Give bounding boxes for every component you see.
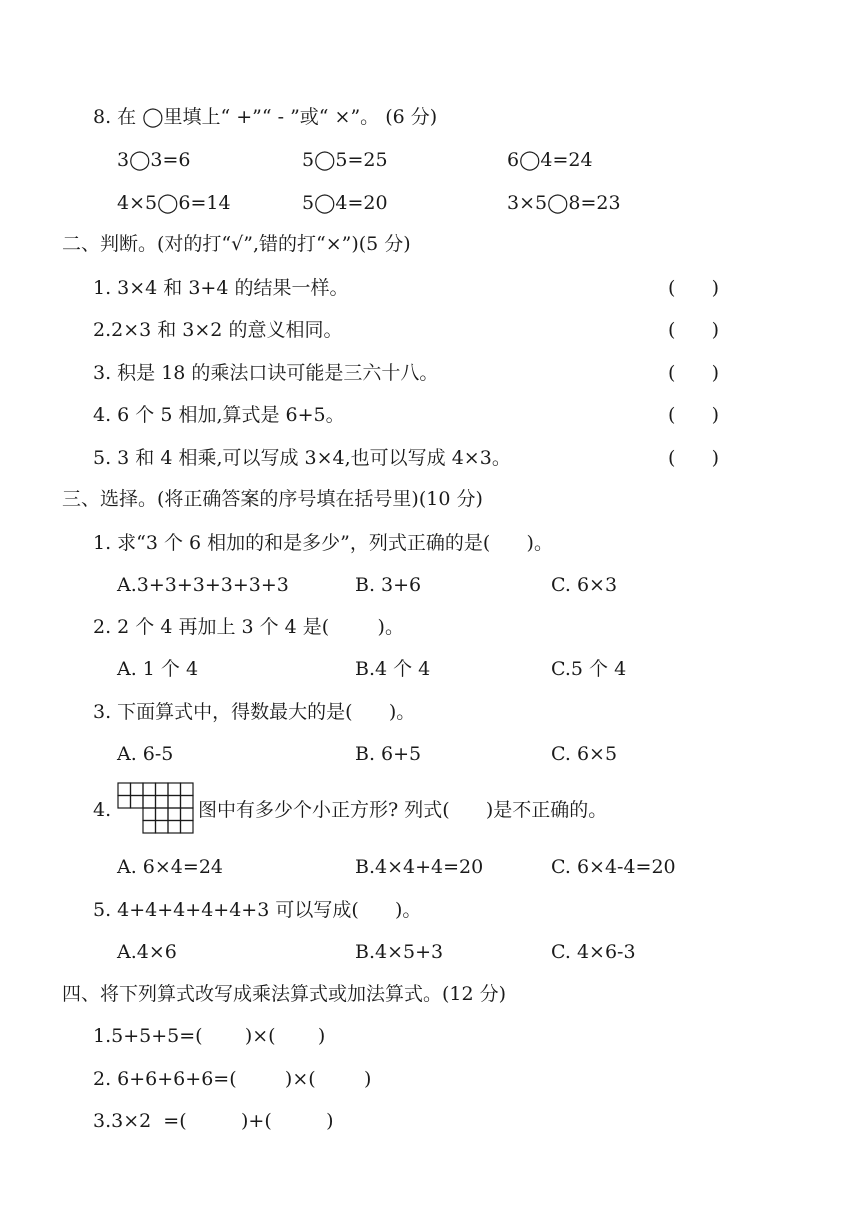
choice-option[interactable]: C.5 个 4 [551, 658, 627, 680]
choice-question: 图中有多少个小正方形? 列式( )是不正确的。 [198, 799, 608, 821]
choice-option[interactable]: B.4×5+3 [355, 941, 444, 963]
answer-blank[interactable]: ( ) [668, 447, 720, 469]
section3-title: 三、选择。(将正确答案的序号填在括号里)(10 分) [62, 488, 483, 510]
q8-item: 5◯5=25 [302, 149, 388, 171]
rewrite-item[interactable]: 3.3×2 =( )+( ) [93, 1110, 334, 1132]
choice-option[interactable]: C. 6×5 [551, 743, 618, 765]
choice-option[interactable]: A.3+3+3+3+3+3 [117, 574, 289, 596]
choice-option[interactable]: C. 6×4-4=20 [551, 856, 676, 878]
answer-blank[interactable]: ( ) [668, 319, 720, 341]
choice-question: 1. 求“3 个 6 相加的和是多少”，列式正确的是( )。 [93, 532, 553, 554]
choice-option[interactable]: C. 6×3 [551, 574, 618, 596]
choice-option[interactable]: B. 3+6 [355, 574, 422, 596]
answer-blank[interactable]: ( ) [668, 404, 720, 426]
rewrite-item[interactable]: 1.5+5+5=( )×( ) [93, 1025, 326, 1047]
rewrite-item[interactable]: 2. 6+6+6+6=( )×( ) [93, 1068, 372, 1090]
choice-question: 2. 2 个 4 再加上 3 个 4 是( )。 [93, 616, 404, 638]
q8-item: 3×5◯8=23 [507, 192, 621, 214]
answer-blank[interactable]: ( ) [668, 277, 720, 299]
choice-option[interactable]: B.4×4+4=20 [355, 856, 484, 878]
section4-title: 四、将下列算式改写成乘法算式或加法算式。(12 分) [62, 983, 507, 1005]
judge-item: 3. 积是 18 的乘法口诀可能是三六十八。 [93, 362, 439, 384]
q8-item: 4×5◯6=14 [117, 192, 231, 214]
judge-item: 1. 3×4 和 3+4 的结果一样。 [93, 277, 349, 299]
choice-option[interactable]: A. 6-5 [117, 743, 174, 765]
q8-item: 5◯4=20 [302, 192, 388, 214]
choice-question: 5. 4+4+4+4+4+3 可以写成( )。 [93, 899, 422, 921]
q8-title: 8. 在 ◯里填上“ +”“ - ”或“ ×”。 (6 分) [93, 106, 438, 128]
section2-title: 二、判断。(对的打“√”,错的打“×”)(5 分) [62, 233, 411, 255]
choice-option[interactable]: A. 1 个 4 [117, 658, 199, 680]
q8-item: 6◯4=24 [507, 149, 593, 171]
choice-question: 3. 下面算式中，得数最大的是( )。 [93, 701, 416, 723]
choice-option[interactable]: B.4 个 4 [355, 658, 431, 680]
judge-item: 2.2×3 和 3×2 的意义相同。 [93, 319, 343, 341]
square-grid-figure [117, 782, 197, 834]
choice-question-number: 4. [93, 799, 112, 821]
judge-item: 4. 6 个 5 相加,算式是 6+5。 [93, 404, 345, 426]
judge-item: 5. 3 和 4 相乘,可以写成 3×4,也可以写成 4×3。 [93, 447, 511, 469]
choice-option[interactable]: B. 6+5 [355, 743, 422, 765]
choice-option[interactable]: A.4×6 [117, 941, 177, 963]
q8-item: 3◯3=6 [117, 149, 191, 171]
choice-option[interactable]: C. 4×6-3 [551, 941, 636, 963]
choice-option[interactable]: A. 6×4=24 [117, 856, 223, 878]
answer-blank[interactable]: ( ) [668, 362, 720, 384]
